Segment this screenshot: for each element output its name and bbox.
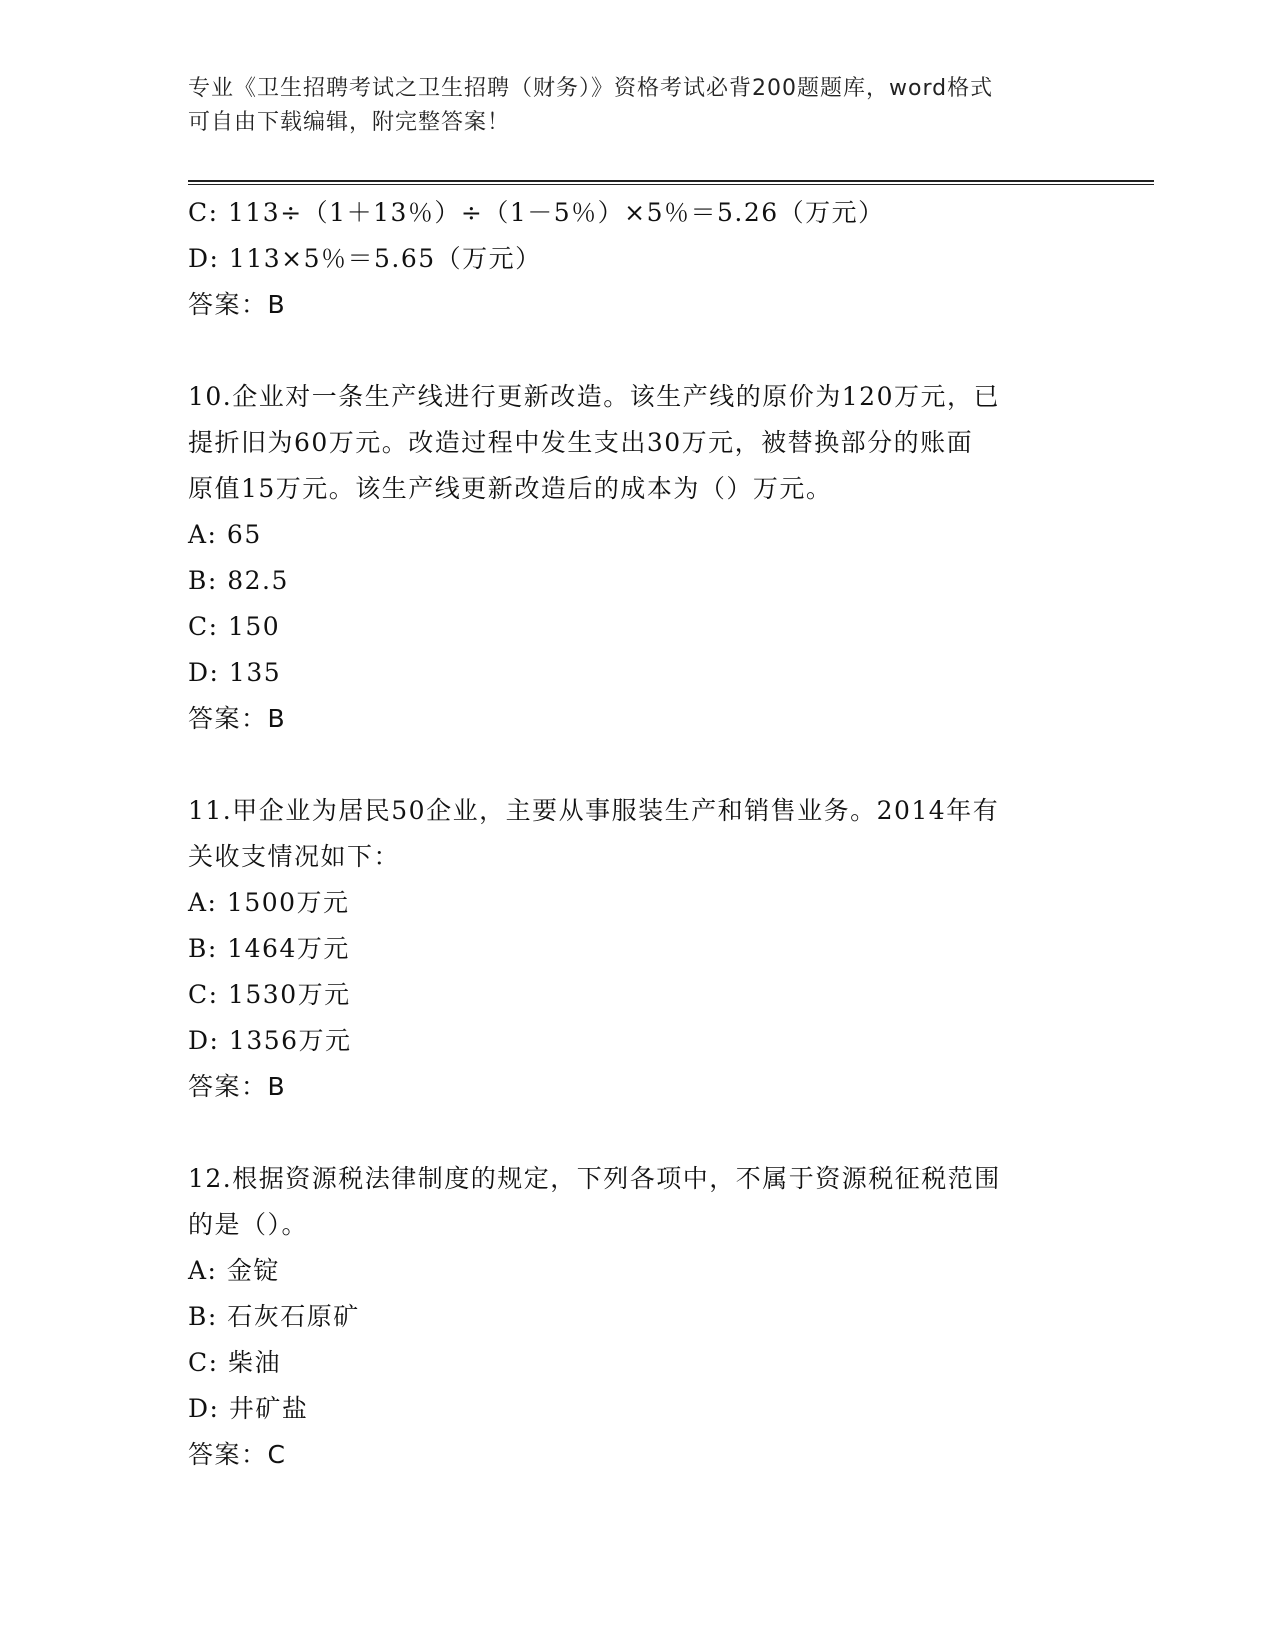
question-text-line: 12.根据资源税法律制度的规定，下列各项中，不属于资源税征税范围	[188, 1164, 1001, 1193]
answer: 答案：B	[188, 1072, 287, 1101]
option-d: D: 135	[188, 658, 282, 687]
option-d: D: 113×5％＝5.65（万元）	[188, 244, 542, 273]
option-a: A: 1500万元	[188, 888, 350, 917]
option-a: A: 金锭	[188, 1256, 280, 1285]
answer: 答案：B	[188, 290, 287, 319]
option-d: D: 1356万元	[188, 1026, 352, 1055]
option-c: C: 150	[188, 612, 281, 641]
question-10	[188, 374, 1088, 742]
header-divider-thin	[188, 184, 1154, 185]
previous-question-tail	[188, 190, 1088, 328]
document-header	[188, 72, 1088, 140]
option-d: D: 井矿盐	[188, 1394, 309, 1423]
option-b: B: 1464万元	[188, 934, 350, 963]
question-text-line: 提折旧为60万元。改造过程中发生支出30万元，被替换部分的账面	[188, 428, 974, 457]
answer: 答案：B	[188, 704, 287, 733]
document-body	[188, 190, 1088, 1478]
header-divider	[188, 180, 1154, 182]
question-text-line: 11.甲企业为居民50企业，主要从事服装生产和销售业务。2014年有	[188, 796, 1000, 825]
option-c: C: 113÷（1＋13％）÷（1－5％）×5％＝5.26（万元）	[188, 198, 885, 227]
question-12	[188, 1156, 1088, 1478]
header-line-2: 可自由下载编辑，附完整答案！	[188, 110, 511, 135]
option-a: A: 65	[188, 520, 262, 549]
question-11	[188, 788, 1088, 1110]
question-text-line: 原值15万元。该生产线更新改造后的成本为（）万元。	[188, 474, 833, 503]
answer: 答案：C	[188, 1440, 287, 1469]
option-c: C: 柴油	[188, 1348, 281, 1377]
question-text-line: 关收支情况如下：	[188, 842, 401, 871]
header-line-1: 专业《卫生招聘考试之卫生招聘（财务）》资格考试必背200题题库，word格式	[188, 76, 994, 101]
option-b: B: 82.5	[188, 566, 289, 595]
question-text-line: 的是（）。	[188, 1210, 309, 1239]
option-b: B: 石灰石原矿	[188, 1302, 360, 1331]
option-c: C: 1530万元	[188, 980, 351, 1009]
question-text-line: 10.企业对一条生产线进行更新改造。该生产线的原价为120万元，已	[188, 382, 1000, 411]
